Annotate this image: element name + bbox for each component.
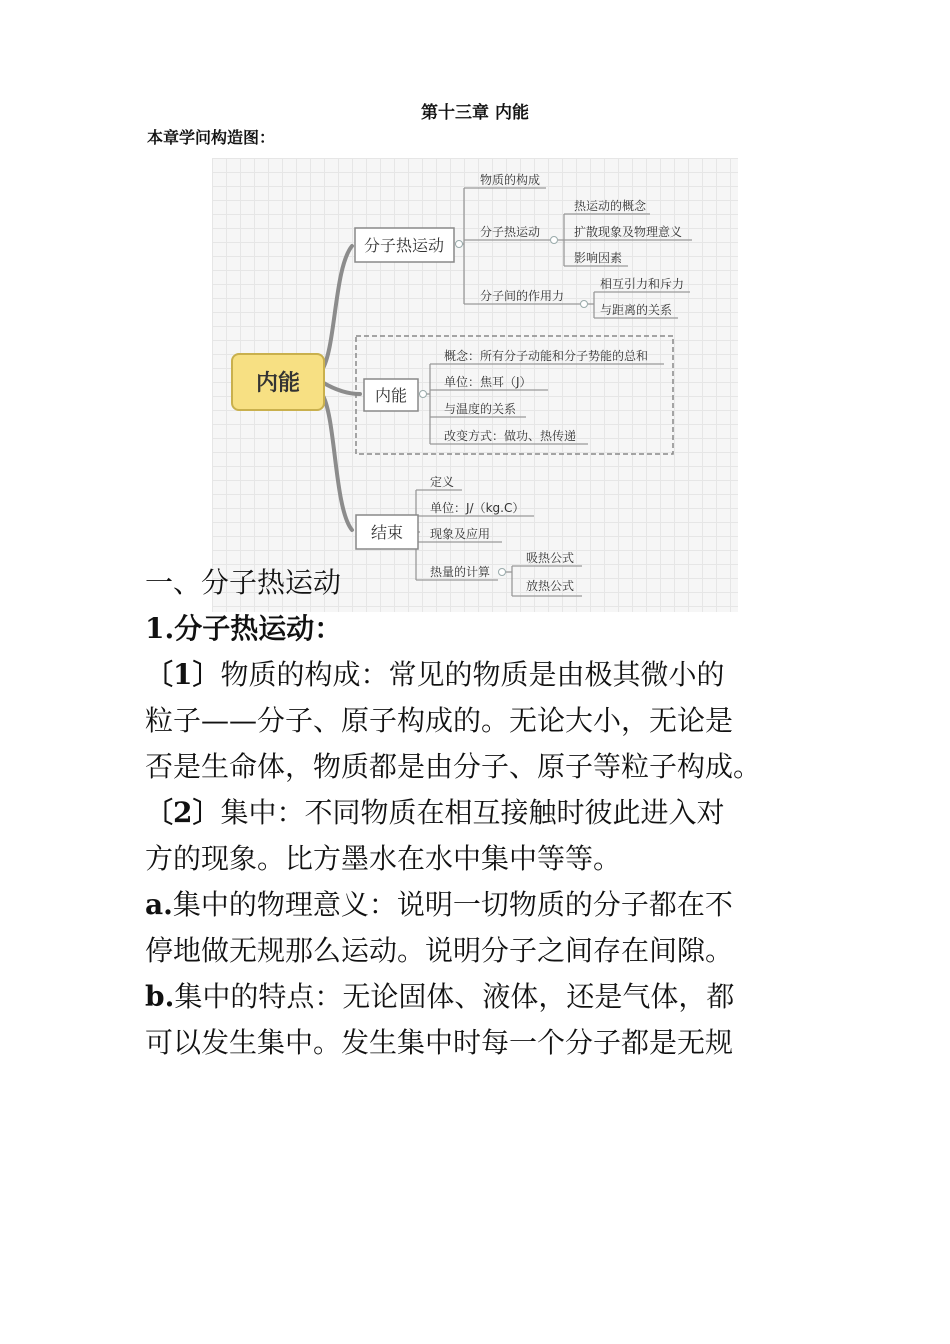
- paragraph-line: 〔2〕集中：不同物质在相互接触时彼此进入对: [145, 796, 725, 829]
- branch-molecular-label: 分子热运动: [363, 236, 445, 255]
- sub-heading: 1.分子热运动：: [145, 612, 343, 645]
- paragraph-line: 方的现象。比方墨水在水中集中等等。: [145, 842, 622, 875]
- paragraph-line: 〔1〕物质的构成：常见的物质是由极其微小的: [145, 658, 725, 691]
- connector-root-conclusion: [322, 394, 352, 530]
- node-absorb: 吸热公式: [526, 551, 575, 565]
- page-subtitle: 本章学问构造图：: [147, 128, 276, 147]
- branch-conclusion-label: 结束: [370, 523, 404, 542]
- paragraph-line: b.集中的特点：无论固体、液体，还是气体，都: [145, 980, 735, 1013]
- paragraph-line: 停地做无规那么运动。说明分子之间存在间隙。: [145, 934, 734, 967]
- node-thermal-concept: 热运动的概念: [574, 199, 647, 213]
- root-node-label: 内能: [255, 371, 301, 396]
- connector-root-molecular: [322, 246, 352, 370]
- node-composition: 物质的构成: [480, 173, 541, 187]
- node-release: 放热公式: [526, 579, 575, 593]
- page-title: 第十三章 内能: [421, 103, 529, 123]
- node-force: 分子间的作用力: [480, 289, 565, 303]
- node-definition: 定义: [430, 475, 455, 489]
- node-heat-unit: 单位：J/（kg.C）: [430, 501, 525, 515]
- paragraph-line: 粒子——分子、原子构成的。无论大小，无论是: [145, 704, 734, 737]
- connector-root-energy: [322, 382, 360, 394]
- node-energy-temperature: 与温度的关系: [444, 402, 517, 416]
- node-energy-change: 改变方式：做功、热传递: [444, 429, 577, 443]
- paragraph-line: 可以发生集中。发生集中时每一个分子都是无规: [145, 1026, 734, 1059]
- node-energy-unit: 单位：焦耳（J）: [444, 375, 532, 389]
- mind-map: [212, 158, 738, 612]
- node-attract-repel: 相互引力和斥力: [600, 277, 685, 291]
- paragraph-line: 否是生命体，物质都是由分子、原子等粒子构成。: [145, 750, 762, 783]
- paragraph-line: a.集中的物理意义：说明一切物质的分子都在不: [145, 888, 733, 921]
- document-body: [145, 560, 835, 1066]
- node-energy-concept: 概念：所有分子动能和分子势能的总和: [444, 349, 649, 363]
- branch-energy-label: 内能: [374, 386, 408, 405]
- node-diffusion: 扩散现象及物理意义: [574, 225, 683, 239]
- node-factors: 影响因素: [574, 251, 623, 265]
- section-heading: 一、分子热运动: [145, 566, 342, 599]
- node-distance: 与距离的关系: [600, 303, 673, 317]
- node-heat-calc: 热量的计算: [430, 565, 491, 579]
- node-thermal-motion: 分子热运动: [480, 225, 541, 239]
- node-phenomena: 现象及应用: [430, 527, 491, 541]
